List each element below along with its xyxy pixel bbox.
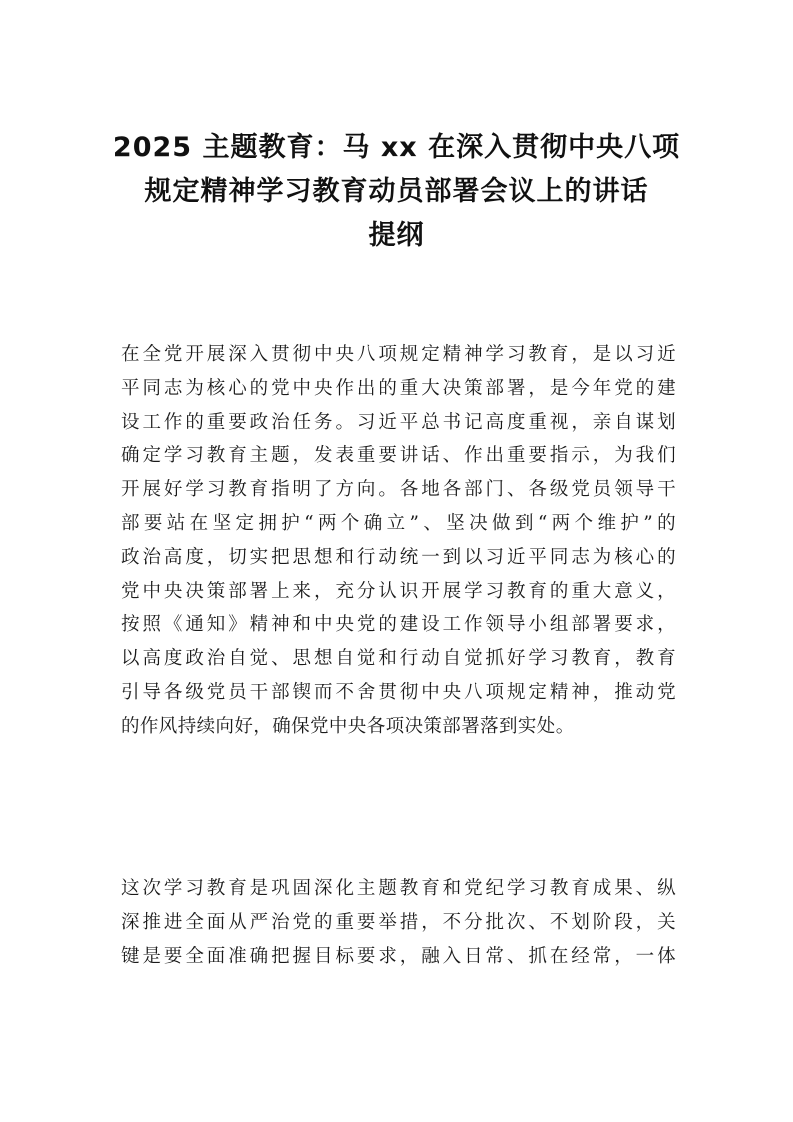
text-line: 政治高度，切实把思想和行动统一到以习近平同志为核心的 — [121, 546, 676, 568]
body-paragraph-2 — [121, 872, 676, 973]
text-line: 引导各级党员干部锲而不舍贯彻中央八项规定精神，推动党 — [121, 681, 676, 703]
text-line: 开展好学习教育指明了方向。各地各部门、各级党员领导干 — [121, 479, 676, 501]
text-line: 部要站在坚定拥护“两个确立”、坚决做到“两个维护”的 — [121, 512, 676, 534]
text-line: 确定学习教育主题，发表重要讲话、作出重要指示，为我们 — [121, 445, 676, 467]
text-line: 深推进全面从严治党的重要举措，不分批次、不划阶段，关 — [121, 911, 676, 933]
text-line: 的作风持续向好，确保党中央各项决策部署落到实处。 — [121, 715, 575, 737]
text-line: 在全党开展深入贯彻中央八项规定精神学习教育，是以习近 — [121, 344, 676, 365]
title-line: 规定精神学习教育动员部署会议上的讲话 — [144, 176, 649, 207]
text-line: 这次学习教育是巩固深化主题教育和党纪学习教育成果、纵 — [121, 878, 676, 899]
text-line: 键是要全面准确把握目标要求，融入日常、抓在经常，一体 — [121, 945, 676, 967]
text-line: 按照《通知》精神和中央党的建设工作领导小组部署要求， — [121, 614, 676, 636]
text-line: 党中央决策部署上来，充分认识开展学习教育的重大意义， — [121, 580, 676, 602]
text-line: 以高度政治自觉、思想自觉和行动自觉抓好学习教育，教育 — [121, 648, 676, 670]
text-line: 平同志为核心的党中央作出的重大决策部署，是今年党的建 — [121, 377, 676, 399]
title-line: 提纲 — [368, 220, 425, 251]
document-title — [100, 126, 693, 258]
title-line: 2025 主题教育：马 xx 在深入贯彻中央八项 — [112, 132, 681, 163]
body-paragraph-1 — [121, 338, 676, 744]
text-line: 设工作的重要政治任务。习近平总书记高度重视，亲自谋划 — [121, 411, 676, 433]
